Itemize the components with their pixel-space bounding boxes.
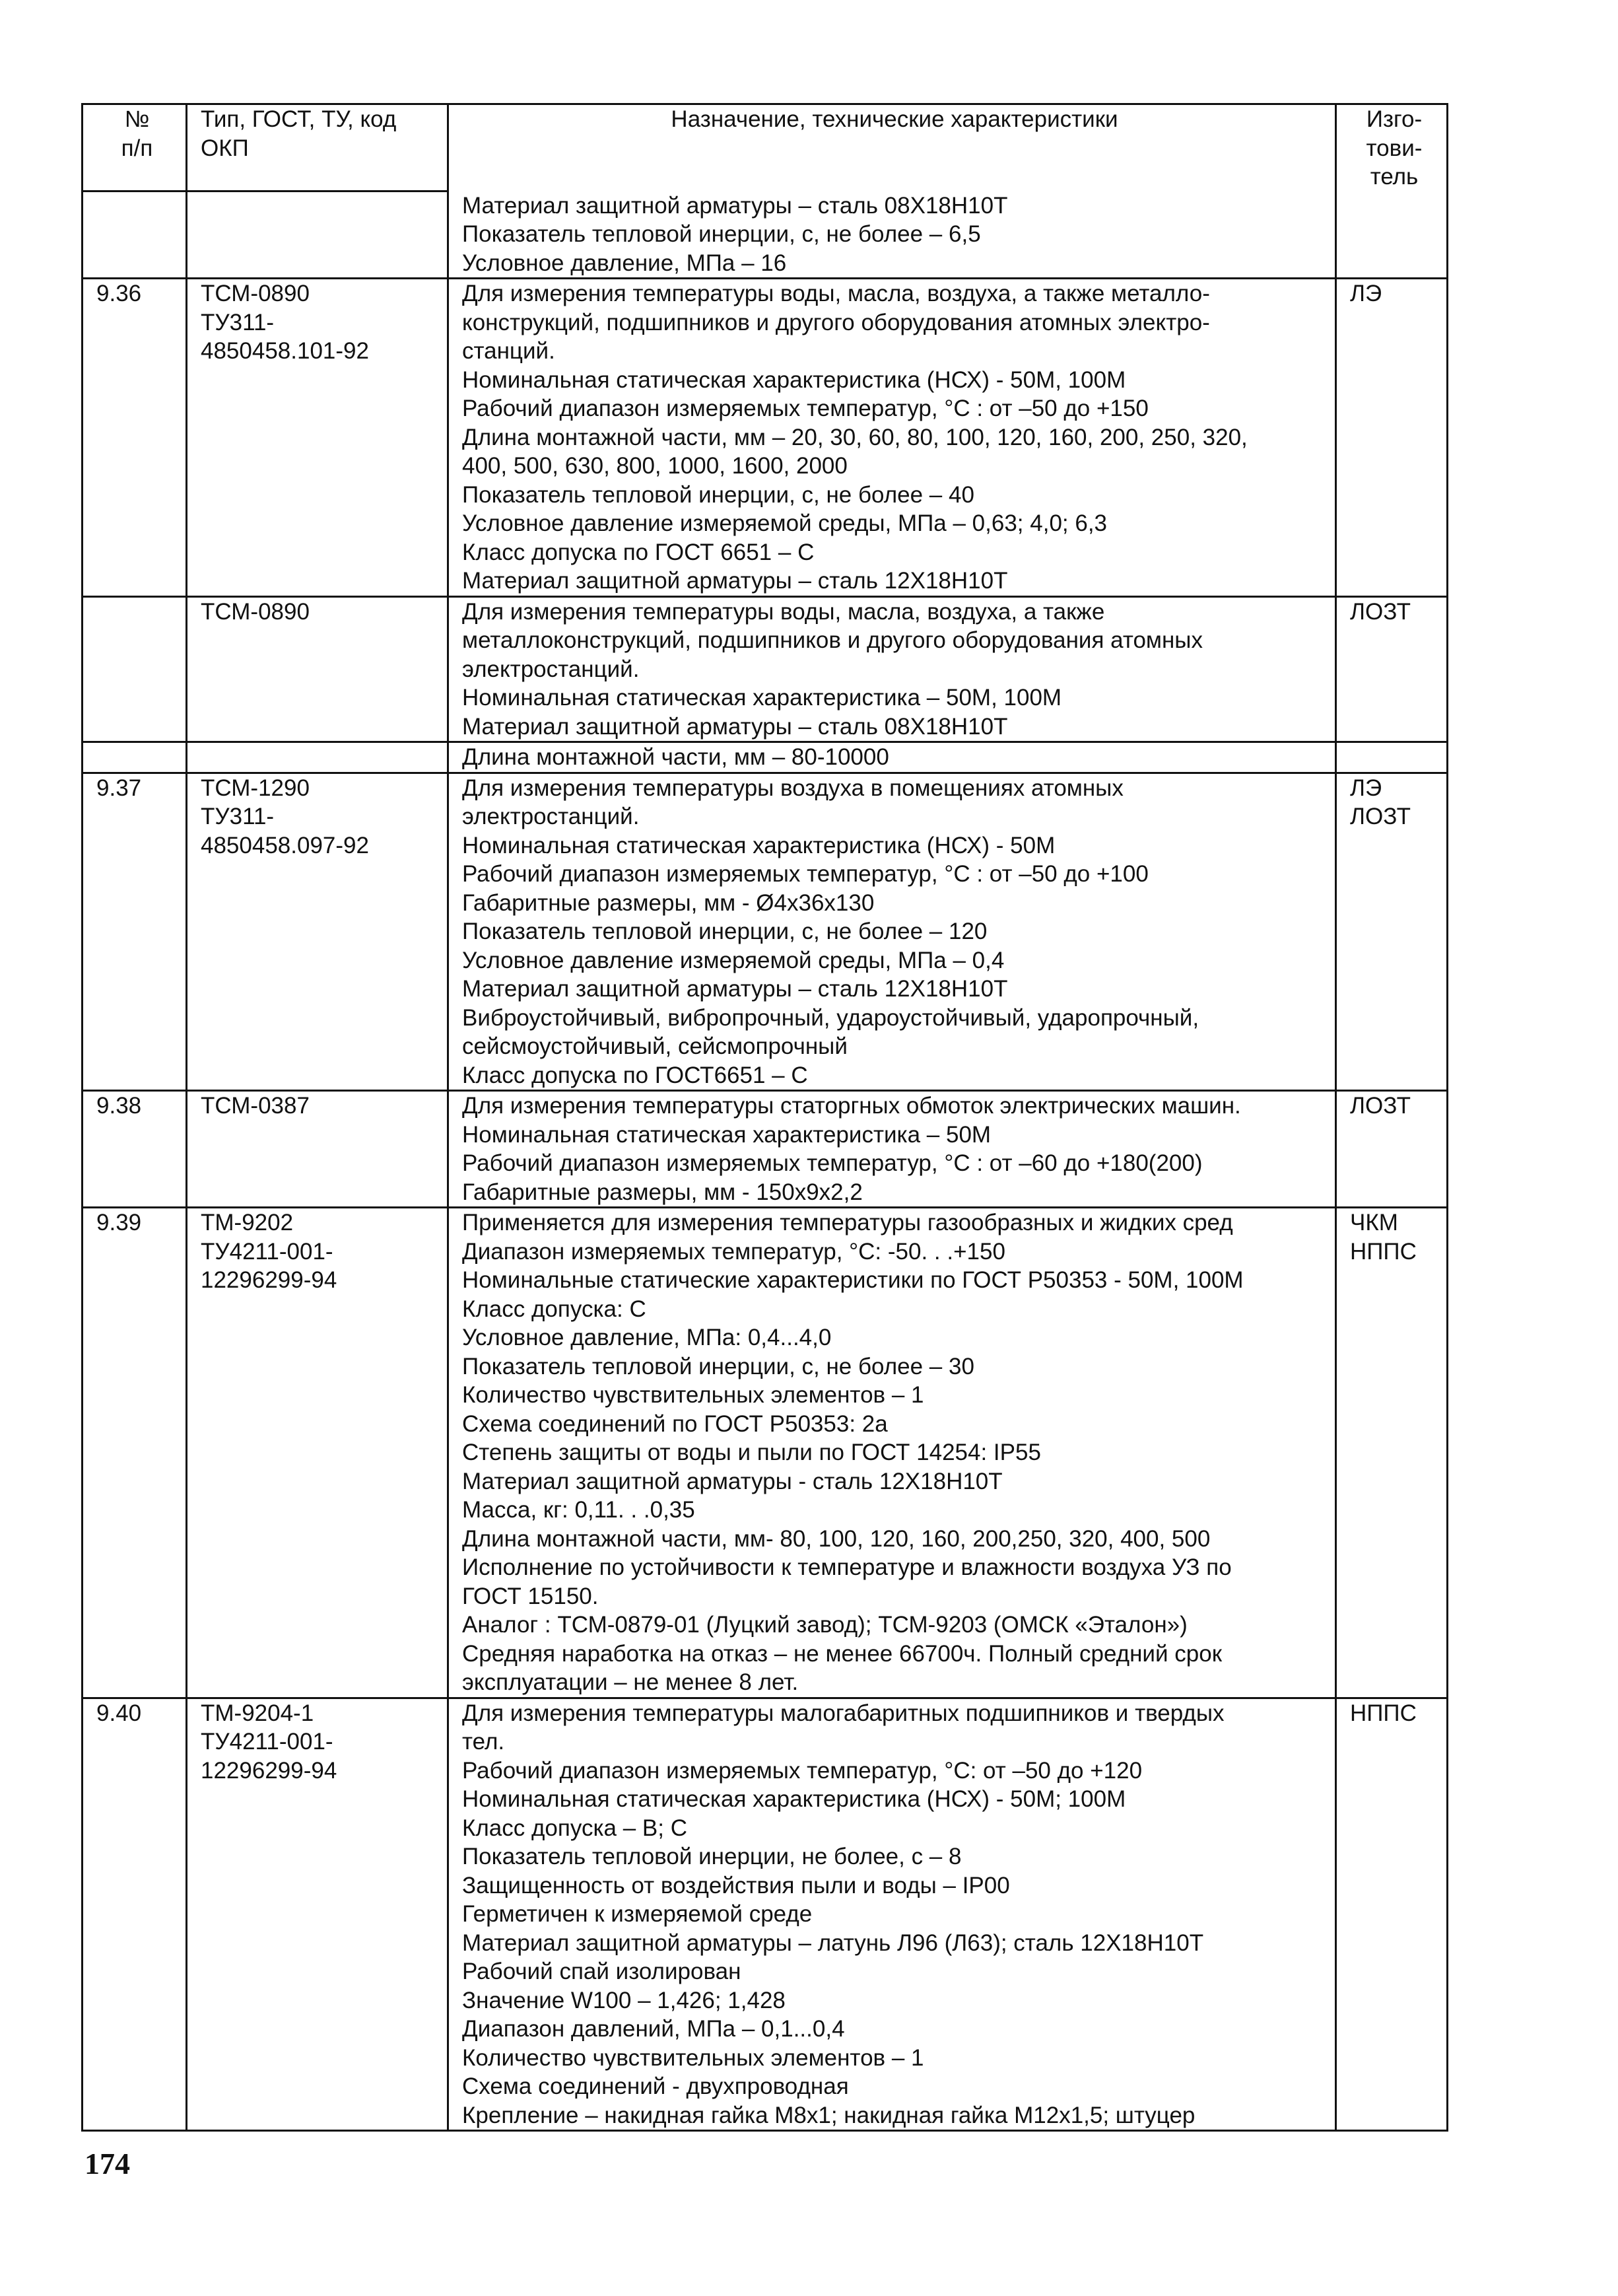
desc-line: Виброустойчивый, вибропрочный, удароустойчивый, ударопрочный, [462, 1004, 1199, 1031]
type-line: ТУ311- [201, 309, 275, 335]
desc-line: Класс допуска по ГОСТ6651 – С [462, 1062, 808, 1088]
desc-line: Количество чувствительных элементов – 1 [462, 1382, 924, 1408]
desc-line: Номинальная статическая характеристика (НСХ) - 50М, 100М [462, 366, 1126, 393]
header-maker-cell [1336, 104, 1448, 279]
type-line: ТМ-9202 [201, 1210, 294, 1235]
maker-line: ЛОЗТ [1350, 804, 1411, 829]
desc-line: Номинальная статическая характеристика – 50М [462, 1121, 992, 1148]
desc-line: 400, 500, 630, 800, 1000, 1600, 2000 [462, 453, 848, 479]
maker-cell [1336, 596, 1448, 742]
table-row [83, 773, 1448, 1091]
desc-line: металлоконструкций, подшипников и другого оборудования атомных [462, 627, 1203, 653]
desc-line: Показатель тепловой инерции, с, не более – 120 [462, 919, 988, 944]
desc-line: Номинальная статическая характеристика (НСХ) - 50М; 100М [462, 1786, 1126, 1812]
num-cell [83, 1208, 187, 1698]
desc-line: Материал защитной арматуры – сталь 12Х18Н10Т [462, 976, 1008, 1002]
header-num-cell [83, 104, 187, 191]
desc-cell [448, 773, 1336, 1091]
desc-line: Длина монтажной части, мм – 20, 30, 60, 80, 100, 120, 160, 200, 250, 320, [462, 424, 1248, 450]
desc-line: Для измерения температуры статоргных обмоток электрических машин. [462, 1093, 1241, 1119]
type-line: 4850458.101-92 [201, 338, 369, 364]
type-line: 12296299-94 [201, 1757, 337, 1784]
maker-line: ЛЭ [1350, 281, 1382, 306]
desc-line: Аналог : ТСМ-0879-01 (Луцкий завод); ТСМ-9203 (ОМСК «Эталон») [462, 1612, 1188, 1638]
desc-cell [448, 742, 1336, 773]
maker-cell [1336, 1208, 1448, 1698]
table-row [83, 279, 1448, 597]
desc-line: Материал защитной арматуры – сталь 08Х18Н10Т [462, 713, 1008, 740]
desc-line: Герметичен к измеряемой среде [462, 1901, 813, 1927]
type-line: 4850458.097-92 [201, 832, 369, 858]
maker-cell [1336, 742, 1448, 773]
desc-line: Средняя наработка на отказ – не менее 66700ч. Полный средний срок [462, 1640, 1223, 1667]
header-maker-line: тель [1370, 164, 1419, 190]
continuation-line: Условное давление, МПа – 16 [462, 250, 787, 276]
num-cell [83, 1698, 187, 2131]
desc-line: Габаритные размеры, мм - Ø4х36х130 [462, 889, 875, 916]
desc-line: Защищенность от воздействия пыли и воды – IP00 [462, 1872, 1010, 1898]
desc-line: Длина монтажной части, мм- 80, 100, 120, 160, 200,250, 320, 400, 500 [462, 1525, 1211, 1552]
desc-line: станций. [462, 338, 555, 364]
desc-line: Класс допуска по ГОСТ 6651 – С [462, 539, 815, 565]
num-line: 9.36 [96, 281, 142, 306]
table-row [83, 1208, 1448, 1698]
header-num-line: п/п [121, 135, 153, 161]
type-line: ТУ4211-001- [201, 1729, 333, 1755]
type-cell [187, 279, 448, 597]
type-cell [187, 1208, 448, 1698]
maker-cell [1336, 773, 1448, 1091]
maker-line: НППС [1350, 1700, 1417, 1726]
maker-cell [1336, 279, 1448, 597]
desc-cell [448, 1698, 1336, 2131]
desc-cell [448, 1208, 1336, 1698]
desc-line: Номинальная статическая характеристика (НСХ) - 50М [462, 832, 1056, 858]
maker-cell [1336, 1091, 1448, 1208]
continuation-line: Показатель тепловой инерции, с, не более – 6,5 [462, 221, 981, 247]
desc-line: Рабочий спай изолирован [462, 1959, 741, 1984]
num-line: 9.38 [96, 1093, 142, 1119]
desc-line: электростанций. [462, 804, 640, 829]
type-line: ТСМ-1290 [201, 775, 310, 801]
maker-line: НППС [1350, 1238, 1417, 1265]
type-line: ТСМ-0890 [201, 598, 310, 625]
desc-line: Класс допуска: С [462, 1296, 646, 1322]
desc-line: Материал защитной арматуры - сталь 12Х18Н10Т [462, 1468, 1003, 1494]
spec-table [81, 103, 1448, 2132]
num-cell [83, 742, 187, 773]
table-row [83, 1698, 1448, 2131]
desc-line: Рабочий диапазон измеряемых температур, °С : от –60 до +180(200) [462, 1150, 1203, 1176]
continuation-num-cell [83, 191, 187, 279]
type-line: ТУ4211-001- [201, 1238, 333, 1265]
desc-line: эксплуатации – не менее 8 лет. [462, 1669, 799, 1695]
desc-line: Схема соединений - двухпроводная [462, 2073, 849, 2099]
type-line: ТСМ-0387 [201, 1093, 310, 1119]
desc-line: Рабочий диапазон измеряемых температур, °С: от –50 до +120 [462, 1757, 1143, 1784]
page-number: 174 [84, 2147, 130, 2180]
desc-line: Диапазон давлений, МПа – 0,1...0,4 [462, 2016, 845, 2042]
header-purpose-cell [448, 104, 1336, 279]
maker-cell [1336, 1698, 1448, 2131]
desc-line: тел. [462, 1729, 505, 1755]
type-cell [187, 742, 448, 773]
desc-line: Габаритные размеры, мм - 150х9х2,2 [462, 1179, 863, 1205]
table-row [83, 742, 1448, 773]
type-line: ТМ-9204-1 [201, 1700, 314, 1726]
num-line: 9.39 [96, 1210, 142, 1235]
desc-line: Схема соединений по ГОСТ Р50353: 2а [462, 1410, 888, 1437]
desc-line: Условное давление измеряемой среды, МПа – 0,63; 4,0; 6,3 [462, 510, 1108, 536]
maker-line: ЛОЗТ [1350, 1093, 1411, 1119]
header-type-line: Тип, ГОСТ, ТУ, код [201, 106, 397, 132]
desc-line: электростанций. [462, 656, 640, 682]
desc-line: Для измерения температуры воды, масла, воздуха, а также [462, 598, 1105, 625]
table-row [83, 596, 1448, 742]
desc-line: ГОСТ 15150. [462, 1583, 599, 1609]
desc-line: Класс допуска – В; С [462, 1815, 687, 1841]
desc-line: Условное давление, МПа: 0,4...4,0 [462, 1325, 832, 1350]
type-line: 12296299-94 [201, 1267, 337, 1293]
desc-line: Материал защитной арматуры – сталь 12Х18Н10Т [462, 568, 1008, 594]
type-cell [187, 1698, 448, 2131]
continuation-type-cell [187, 191, 448, 279]
maker-line: ЛЭ [1350, 775, 1382, 801]
maker-line: ЛОЗТ [1350, 598, 1411, 625]
desc-line: Номинальная статическая характеристика – 50М, 100М [462, 685, 1062, 711]
type-cell [187, 596, 448, 742]
desc-line: Для измерения температуры воды, масла, воздуха, а также металло- [462, 281, 1210, 306]
desc-cell [448, 596, 1336, 742]
desc-line: Рабочий диапазон измеряемых температур, °С : от –50 до +100 [462, 861, 1149, 887]
desc-line: Длина монтажной части, мм – 80-10000 [462, 744, 889, 770]
type-cell [187, 1091, 448, 1208]
desc-line: Показатель тепловой инерции, не более, с – 8 [462, 1844, 962, 1869]
num-cell [83, 279, 187, 597]
desc-cell [448, 279, 1336, 597]
desc-line: Для измерения температуры малогабаритных подшипников и твердых [462, 1700, 1225, 1726]
header-num-line: № [124, 106, 150, 132]
continuation-line: Материал защитной арматуры – сталь 08Х18Н10Т [462, 192, 1008, 219]
desc-line: Диапазон измеряемых температур, °С: -50. . .+150 [462, 1238, 1005, 1265]
desc-line: Условное давление измеряемой среды, МПа – 0,4 [462, 947, 1005, 973]
type-cell [187, 773, 448, 1091]
num-cell [83, 1091, 187, 1208]
desc-line: Исполнение по устойчивости к температуре и влажности воздуха УЗ по [462, 1554, 1232, 1580]
desc-line: Применяется для измерения температуры газообразных и жидких сред [462, 1210, 1233, 1235]
header-purpose-title: Назначение, технические характеристики [671, 106, 1118, 132]
num-line: 9.40 [96, 1700, 142, 1726]
desc-line: конструкций, подшипников и другого оборудования атомных электро- [462, 309, 1210, 335]
maker-line: ЧКМ [1350, 1210, 1398, 1235]
num-cell [83, 773, 187, 1091]
desc-cell [448, 1091, 1336, 1208]
desc-line: Крепление – накидная гайка М8х1; накидная гайка М12х1,5; штуцер [462, 2102, 1196, 2128]
header-maker-line: тови- [1366, 135, 1423, 161]
desc-line: Номинальные статические характеристики по ГОСТ Р50353 - 50М, 100М [462, 1267, 1244, 1293]
header-row [83, 104, 1448, 191]
desc-line: Материал защитной арматуры – латунь Л96 (Л63); сталь 12Х18Н10Т [462, 1930, 1204, 1956]
header-type-cell [187, 104, 448, 191]
num-cell [83, 596, 187, 742]
desc-line: Масса, кг: 0,11. . .0,35 [462, 1497, 695, 1523]
table-row [83, 1091, 1448, 1208]
desc-line: Показатель тепловой инерции, с, не более – 40 [462, 481, 974, 508]
type-line: ТСМ-0890 [201, 281, 310, 306]
desc-line: Степень защиты от воды и пыли по ГОСТ 14254: IP55 [462, 1440, 1041, 1465]
desc-line: сейсмоустойчивый, сейсмопрочный [462, 1033, 848, 1059]
desc-line: Значение W100 – 1,426; 1,428 [462, 1987, 786, 2013]
num-line: 9.37 [96, 775, 142, 801]
type-line: ТУ311- [201, 804, 275, 829]
desc-line: Показатель тепловой инерции, с, не более – 30 [462, 1353, 974, 1379]
header-maker-line: Изго- [1366, 106, 1423, 132]
desc-line: Рабочий диапазон измеряемых температур, °С : от –50 до +150 [462, 396, 1149, 421]
desc-line: Количество чувствительных элементов – 1 [462, 2044, 924, 2071]
desc-line: Для измерения температуры воздуха в помещениях атомных [462, 775, 1124, 801]
header-type-line: ОКП [201, 135, 249, 161]
